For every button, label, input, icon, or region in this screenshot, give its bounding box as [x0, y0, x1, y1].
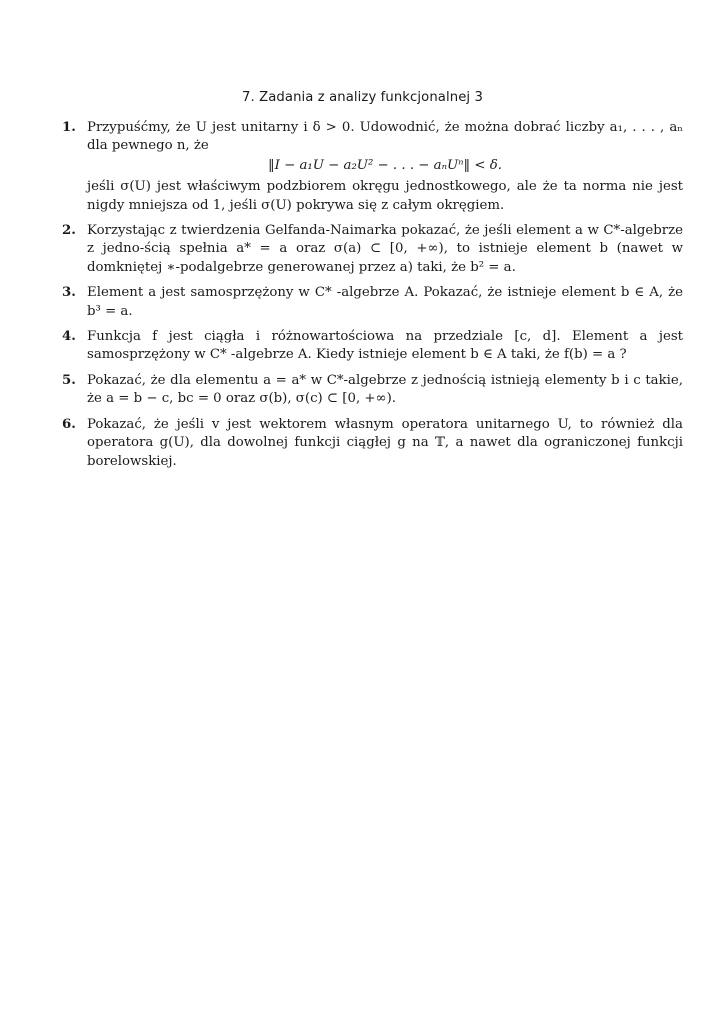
problem-2 — [62, 222, 683, 277]
problem-number: 3. — [62, 285, 76, 301]
problem-text-continuation: jeśli σ(U) jest właściwym podzbiorem okręgu jednostkowego, ale że ta norma nie jest nigdy mniejsza od 1, jeśli σ(U) pokrywa się z całym okręgiem. — [87, 179, 683, 213]
problem-4 — [62, 328, 683, 365]
problem-list — [62, 119, 683, 478]
problem-text: Przypuśćmy, że U jest unitarny i δ > 0. Udowodnić, że można dobrać liczby a₁, . . . , aₙ dla pewnego n, że — [87, 120, 683, 154]
problem-number: 1. — [62, 120, 76, 135]
problem-6 — [62, 416, 683, 471]
problem-text: Pokazać, że jeśli v jest wektorem własnym operatora unitarnego U, to również dla operatora g(U), dla dowolnej funkcji ciągłej g na 𝕋, a nawet dla ograniczonej funkcji borelowskiej. — [87, 416, 683, 469]
problem-number: 5. — [62, 372, 76, 388]
problem-text: Korzystając z twierdzenia Gelfanda-Naimarka pokazać, że jeśli element a w C*-algebrze z jedno-ścią spełnia a* = a oraz σ(a) ⊂ [0, +∞), to istnieje element b (nawet w domkniętej ∗-podalgebrze generowanej przez a) taki, że b² = a. — [87, 223, 683, 275]
problem-number: 2. — [62, 223, 76, 239]
problem-text: Pokazać, że dla elementu a = a* w C*-algebrze z jednością istnieją elementy b i c takie, że a = b − c, bc = 0 oraz σ(b), σ(c) ⊂ [0, +∞). — [87, 372, 683, 407]
problem-text: Funkcja f jest ciągła i różnowartościowa na przedziale [c, d]. Element a jest samosprzężony w C* -algebrze A. Kiedy istnieje element b ∈ A taki, że f(b) = a ? — [87, 329, 683, 363]
problem-number: 6. — [62, 416, 76, 432]
problem-equation: ‖I − a₁U − a₂U² − . . . − aₙUⁿ‖ < δ. — [267, 157, 503, 173]
page-title: 7. Zadania z analizy funkcjonalnej 3 — [242, 90, 483, 105]
problem-5 — [62, 372, 683, 409]
problem-3 — [62, 284, 683, 321]
problem-text: Element a jest samosprzężony w C* -algebrze A. Pokazać, że istnieje element b ∈ A, że b³ = a. — [87, 285, 683, 319]
problem-number: 4. — [62, 329, 76, 345]
problem-1 — [62, 119, 683, 215]
